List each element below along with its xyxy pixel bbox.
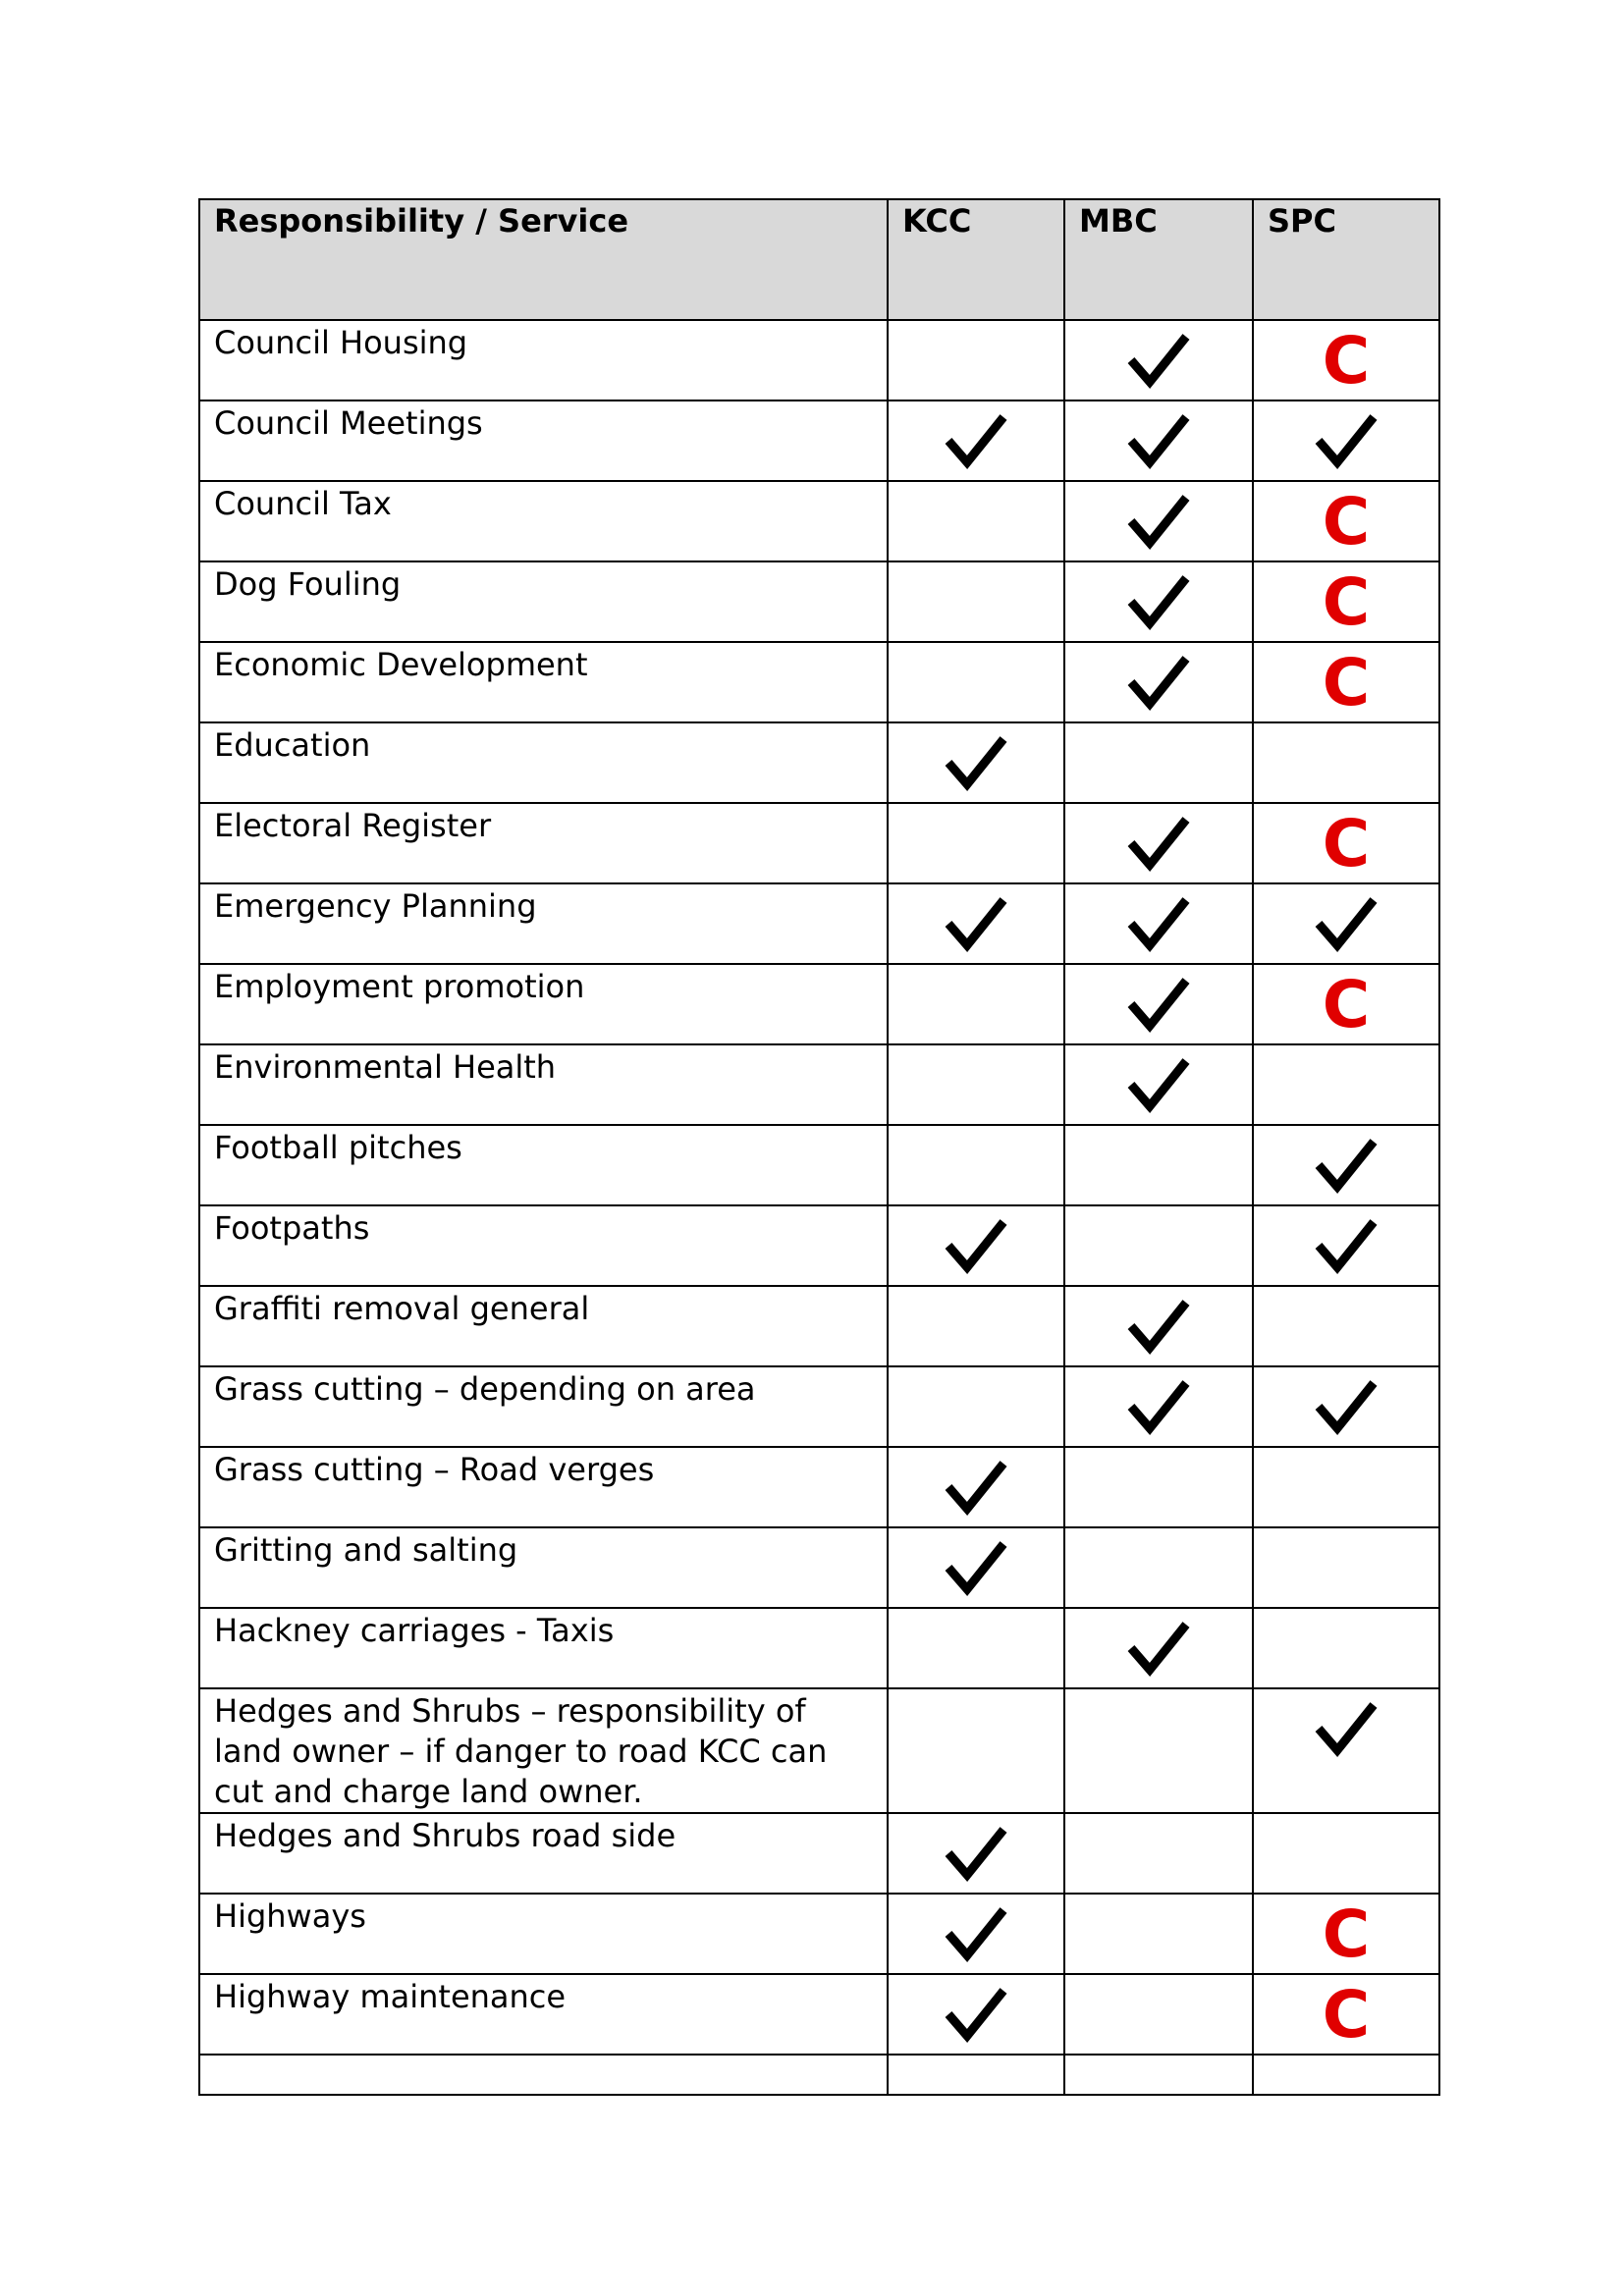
check-icon (1126, 653, 1191, 714)
service-name: Electoral Register (199, 803, 888, 883)
table-row (199, 481, 1439, 561)
cell-mbc (1064, 320, 1253, 400)
cell-mbc (1064, 1974, 1253, 2055)
cell-kcc (888, 722, 1064, 803)
cell-mbc (1064, 1125, 1253, 1205)
responsibility-table (198, 198, 1440, 2096)
table-row (199, 722, 1439, 803)
cell-spc (1253, 1608, 1439, 1688)
service-name: Hedges and Shrubs – responsibility of land owner – if danger to road KCC can cut and charge land owner. (199, 1688, 888, 1813)
service-name: Hedges and Shrubs road side (199, 1813, 888, 1894)
cell-spc (1253, 561, 1439, 642)
cell-mbc (1064, 1608, 1253, 1688)
table-row (199, 400, 1439, 481)
cell-spc (1253, 1974, 1439, 2055)
empty-cell (1253, 2055, 1439, 2095)
consult-mark: C (1322, 323, 1371, 399)
consult-mark: C (1322, 484, 1371, 560)
service-name: Football pitches (199, 1125, 888, 1205)
check-icon (1126, 492, 1191, 553)
cell-spc (1253, 1286, 1439, 1366)
cell-mbc (1064, 1286, 1253, 1366)
table-row (199, 1366, 1439, 1447)
cell-spc (1253, 722, 1439, 803)
cell-kcc (888, 1688, 1064, 1813)
table-row (199, 1044, 1439, 1125)
table-row-empty (199, 2055, 1439, 2095)
check-icon (1126, 975, 1191, 1036)
cell-kcc (888, 964, 1064, 1044)
cell-mbc (1064, 1366, 1253, 1447)
check-icon (1126, 411, 1191, 472)
cell-mbc (1064, 400, 1253, 481)
service-name: Emergency Planning (199, 883, 888, 964)
cell-spc (1253, 400, 1439, 481)
cell-kcc (888, 1447, 1064, 1527)
check-icon (1314, 1699, 1379, 1760)
service-name: Grass cutting – Road verges (199, 1447, 888, 1527)
cell-kcc (888, 883, 1064, 964)
cell-mbc (1064, 803, 1253, 883)
cell-spc (1253, 1894, 1439, 1974)
cell-spc (1253, 1688, 1439, 1813)
check-icon (944, 411, 1008, 472)
cell-mbc (1064, 1894, 1253, 1974)
cell-kcc (888, 1044, 1064, 1125)
header-spc: SPC (1253, 199, 1439, 320)
service-name: Gritting and salting (199, 1527, 888, 1608)
cell-mbc (1064, 481, 1253, 561)
cell-kcc (888, 400, 1064, 481)
check-icon (1126, 1619, 1191, 1680)
service-name: Dog Fouling (199, 561, 888, 642)
table-header (199, 199, 1439, 320)
service-name: Graffiti removal general (199, 1286, 888, 1366)
header-kcc: KCC (888, 199, 1064, 320)
table-row (199, 803, 1439, 883)
service-name: Council Meetings (199, 400, 888, 481)
empty-cell (888, 2055, 1064, 2095)
check-icon (1126, 572, 1191, 633)
cell-mbc (1064, 883, 1253, 964)
cell-kcc (888, 1813, 1064, 1894)
table-row (199, 964, 1439, 1044)
table-row (199, 1974, 1439, 2055)
check-icon (944, 1904, 1008, 1965)
cell-kcc (888, 1894, 1064, 1974)
service-name: Highway maintenance (199, 1974, 888, 2055)
check-icon (1314, 1377, 1379, 1438)
cell-mbc (1064, 1205, 1253, 1286)
cell-kcc (888, 1366, 1064, 1447)
check-icon (944, 1458, 1008, 1519)
cell-kcc (888, 561, 1064, 642)
check-icon (944, 894, 1008, 955)
check-icon (1126, 1055, 1191, 1116)
cell-kcc (888, 1205, 1064, 1286)
consult-mark: C (1322, 564, 1371, 640)
cell-spc (1253, 481, 1439, 561)
empty-cell (199, 2055, 888, 2095)
cell-mbc (1064, 1044, 1253, 1125)
cell-spc (1253, 1366, 1439, 1447)
check-icon (1126, 1297, 1191, 1358)
check-icon (1314, 1136, 1379, 1197)
table-row (199, 1205, 1439, 1286)
cell-mbc (1064, 1527, 1253, 1608)
cell-spc (1253, 1044, 1439, 1125)
cell-spc (1253, 1813, 1439, 1894)
empty-cell (1064, 2055, 1253, 2095)
service-name: Council Housing (199, 320, 888, 400)
service-name: Employment promotion (199, 964, 888, 1044)
service-name: Education (199, 722, 888, 803)
cell-spc (1253, 320, 1439, 400)
cell-kcc (888, 642, 1064, 722)
table-row (199, 642, 1439, 722)
table-row (199, 1608, 1439, 1688)
cell-spc (1253, 1447, 1439, 1527)
cell-mbc (1064, 642, 1253, 722)
check-icon (1314, 1216, 1379, 1277)
cell-kcc (888, 1125, 1064, 1205)
check-icon (944, 1216, 1008, 1277)
check-icon (944, 733, 1008, 794)
consult-mark: C (1322, 967, 1371, 1042)
table-row (199, 1527, 1439, 1608)
check-icon (1126, 1377, 1191, 1438)
table-row (199, 1894, 1439, 1974)
check-icon (1126, 814, 1191, 875)
consult-mark: C (1322, 1896, 1371, 1972)
consult-mark: C (1322, 645, 1371, 721)
check-icon (1314, 894, 1379, 955)
cell-spc (1253, 964, 1439, 1044)
check-icon (944, 1824, 1008, 1885)
cell-mbc (1064, 964, 1253, 1044)
check-icon (1126, 331, 1191, 392)
service-name: Grass cutting – depending on area (199, 1366, 888, 1447)
service-name: Hackney carriages - Taxis (199, 1608, 888, 1688)
table-row (199, 1813, 1439, 1894)
cell-spc (1253, 1527, 1439, 1608)
cell-spc (1253, 1125, 1439, 1205)
cell-kcc (888, 803, 1064, 883)
cell-spc (1253, 883, 1439, 964)
cell-spc (1253, 803, 1439, 883)
service-name: Economic Development (199, 642, 888, 722)
header-mbc: MBC (1064, 199, 1253, 320)
table-body (199, 320, 1439, 2095)
consult-mark: C (1322, 1977, 1371, 2053)
service-name: Environmental Health (199, 1044, 888, 1125)
cell-kcc (888, 1974, 1064, 2055)
service-name: Highways (199, 1894, 888, 1974)
cell-mbc (1064, 1447, 1253, 1527)
check-icon (1314, 411, 1379, 472)
cell-kcc (888, 1286, 1064, 1366)
table-row (199, 1688, 1439, 1813)
consult-mark: C (1322, 806, 1371, 881)
check-icon (944, 1538, 1008, 1599)
check-icon (1126, 894, 1191, 955)
check-icon (944, 1985, 1008, 2046)
cell-kcc (888, 320, 1064, 400)
table-row (199, 320, 1439, 400)
table-row (199, 1286, 1439, 1366)
cell-kcc (888, 1527, 1064, 1608)
cell-mbc (1064, 1688, 1253, 1813)
table-row (199, 883, 1439, 964)
cell-spc (1253, 642, 1439, 722)
table-row (199, 561, 1439, 642)
cell-kcc (888, 1608, 1064, 1688)
header-service: Responsibility / Service (199, 199, 888, 320)
service-name: Footpaths (199, 1205, 888, 1286)
cell-mbc (1064, 722, 1253, 803)
cell-kcc (888, 481, 1064, 561)
table-row (199, 1447, 1439, 1527)
cell-mbc (1064, 1813, 1253, 1894)
cell-mbc (1064, 561, 1253, 642)
service-name: Council Tax (199, 481, 888, 561)
cell-spc (1253, 1205, 1439, 1286)
table-row (199, 1125, 1439, 1205)
